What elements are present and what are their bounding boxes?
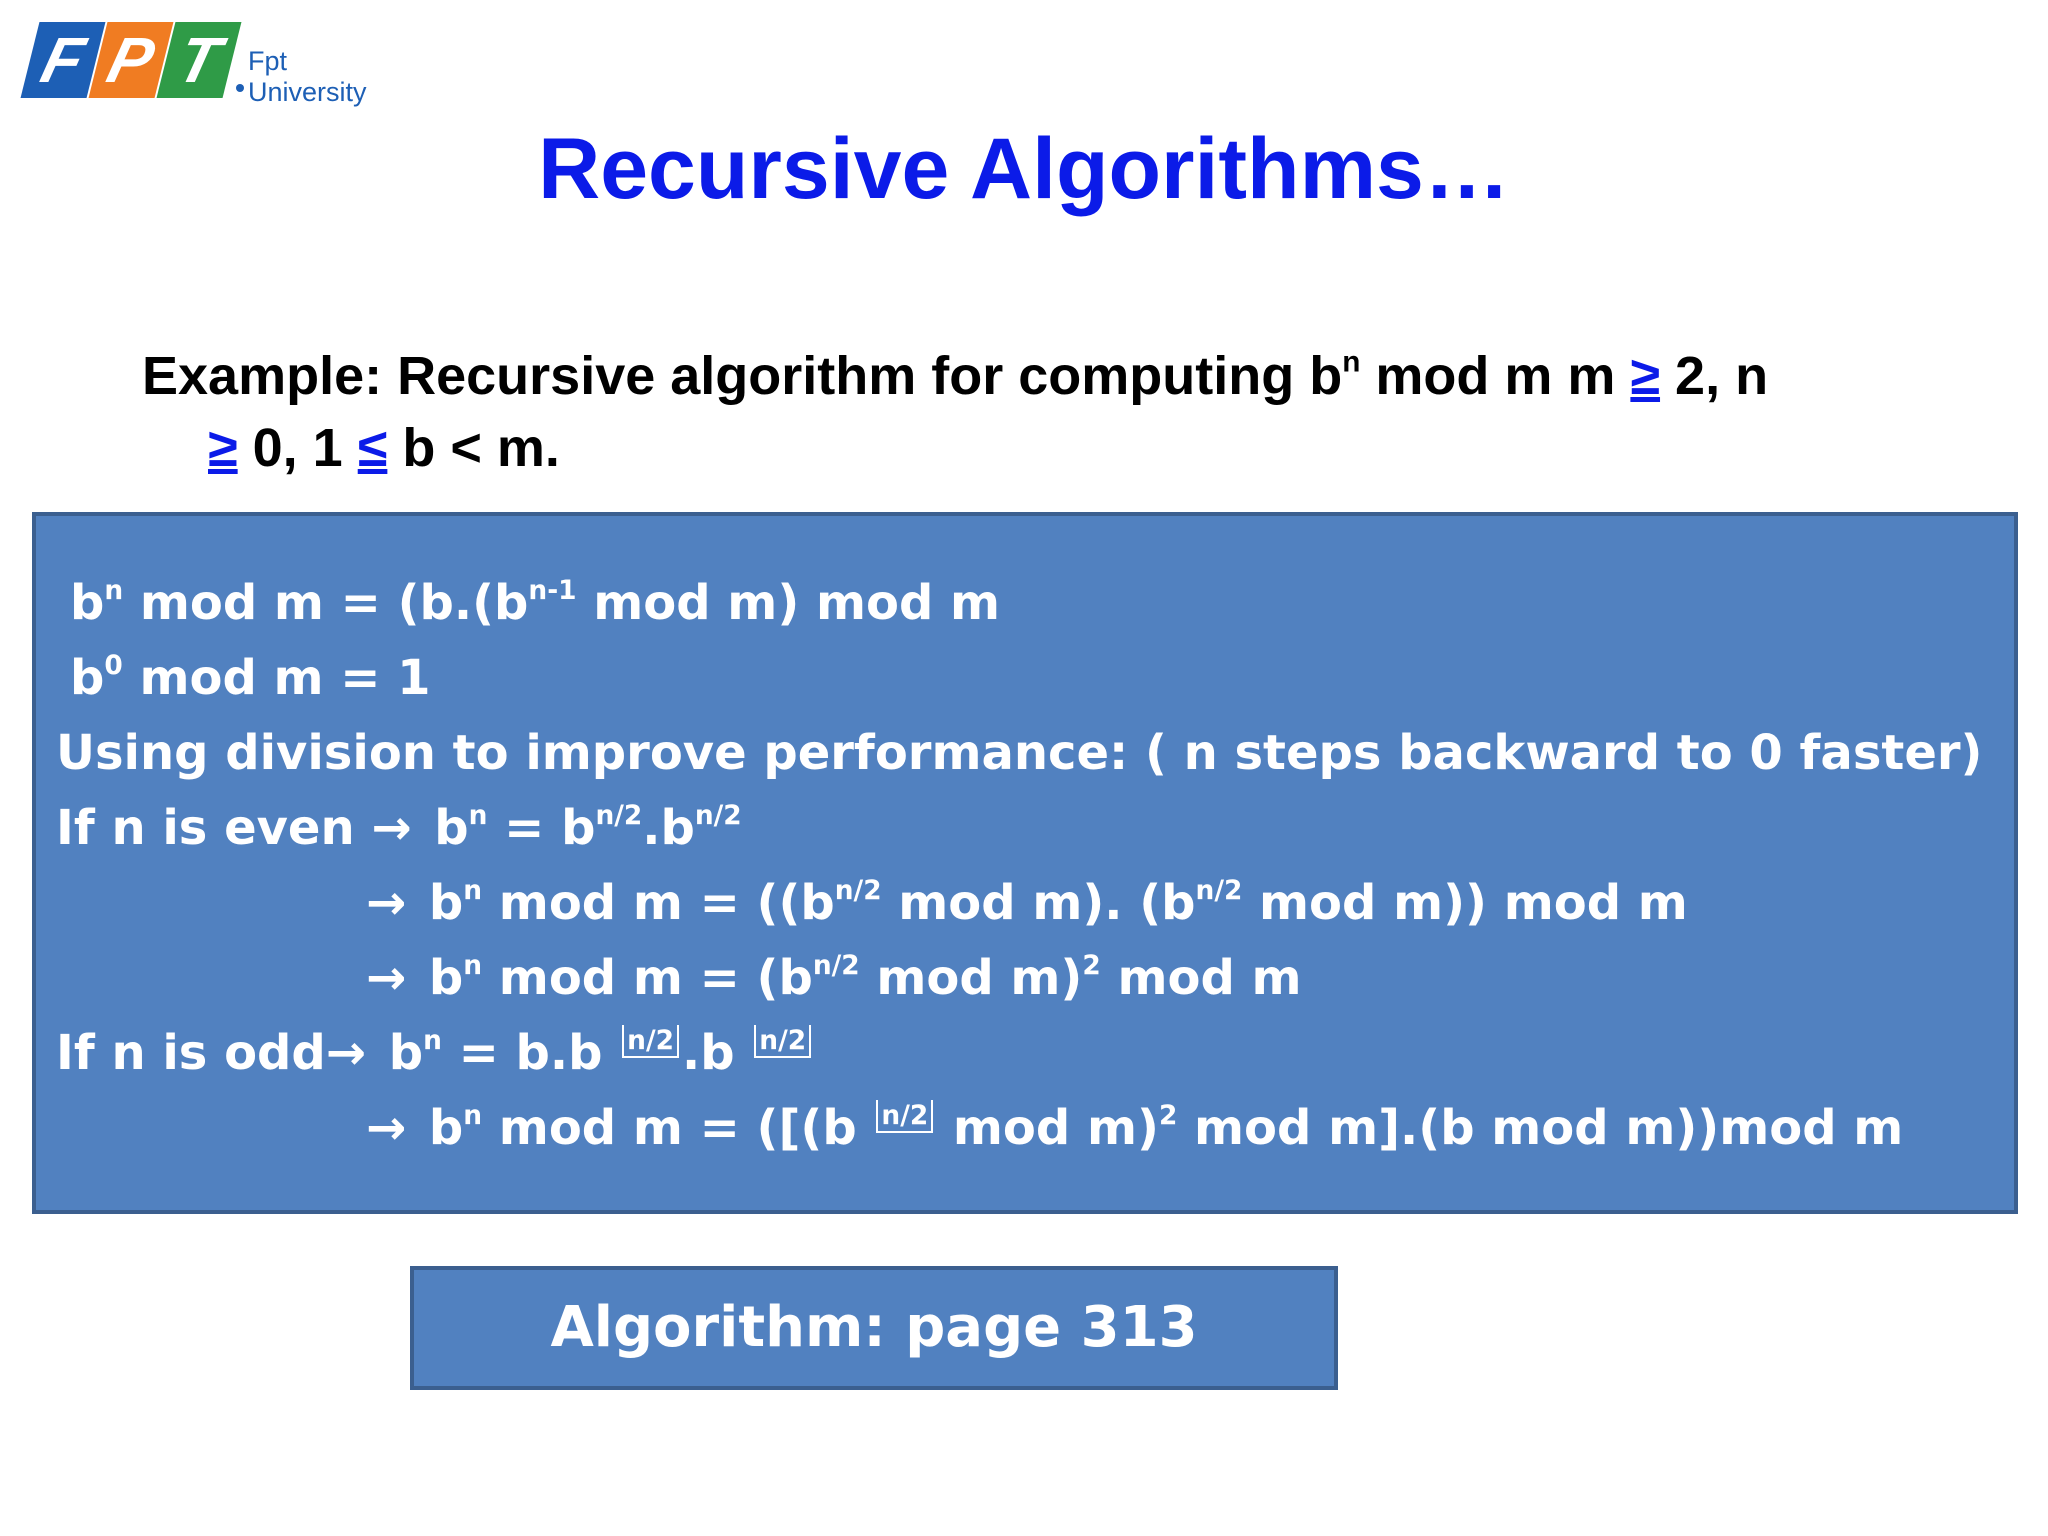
exponent: 2 xyxy=(1082,950,1101,982)
example-text: 0, 1 xyxy=(237,418,358,478)
formula-text: .b xyxy=(642,800,695,856)
formula-text: Using division to improve performance: ( n steps backward to 0 faster) xyxy=(56,725,1983,781)
formula-text: mod m) xyxy=(859,950,1083,1006)
exponent: n/2 xyxy=(812,950,860,982)
algorithm-reference-box: Algorithm: page 313 xyxy=(410,1266,1338,1390)
ge-symbol: ≥ xyxy=(208,418,238,478)
exponent: n/2 xyxy=(834,875,882,907)
formula-text: = b xyxy=(487,800,596,856)
example-text: mod m m xyxy=(1360,346,1631,406)
logo-label: Fpt University xyxy=(248,46,367,107)
logo-letter-t: T xyxy=(157,22,242,98)
formula-text: If n is odd xyxy=(56,1025,326,1081)
formula-text: mod m = (b.(b xyxy=(123,575,529,631)
right-arrow-icon: → xyxy=(371,800,412,856)
formula-text: .b xyxy=(681,1025,752,1081)
right-arrow-icon: → xyxy=(366,875,407,931)
formula-row-2 xyxy=(36,641,2014,716)
exponent: 2 xyxy=(1158,1100,1178,1132)
right-arrow-icon: → xyxy=(366,950,407,1006)
exponent: n xyxy=(104,575,124,607)
exponent: n xyxy=(1342,345,1361,379)
formula-row-7 xyxy=(36,1016,2014,1091)
logo-letter-p: P xyxy=(89,22,174,98)
formula-text: b xyxy=(417,800,469,856)
formula-row-1 xyxy=(36,566,2014,641)
formula-box xyxy=(32,512,2018,1214)
formula-text: b xyxy=(412,875,464,931)
floor-exponent: n/2 xyxy=(876,1100,933,1133)
exponent: 0 xyxy=(104,650,123,682)
exponent: n xyxy=(468,800,488,832)
formula-row-3 xyxy=(36,716,2014,791)
formula-text: b xyxy=(70,650,105,706)
formula-text: mod m = (b xyxy=(482,950,813,1006)
floor-exponent: n/2 xyxy=(622,1025,679,1058)
logo-letter-f: F xyxy=(21,22,106,98)
logo-dot xyxy=(236,84,244,92)
formula-text: b xyxy=(412,1100,464,1156)
formula-row-6 xyxy=(36,941,2014,1016)
formula-text: mod m = 1 xyxy=(122,650,431,706)
floor-exponent: n/2 xyxy=(754,1025,811,1058)
formula-text: mod m)) mod m xyxy=(1242,875,1688,931)
example-statement xyxy=(142,340,1962,484)
formula-row-8 xyxy=(36,1091,2014,1166)
formula-text: mod m xyxy=(1100,950,1302,1006)
formula-text: mod m = ((b xyxy=(482,875,835,931)
formula-text: = b.b xyxy=(441,1025,620,1081)
example-text: 2, n xyxy=(1660,346,1769,406)
formula-row-5 xyxy=(36,866,2014,941)
formula-text: mod m].(b mod m))mod m xyxy=(1177,1100,1904,1156)
formula-text: b xyxy=(70,575,105,631)
formula-text: mod m) mod m xyxy=(576,575,1001,631)
exponent: n/2 xyxy=(1195,875,1243,907)
ge-symbol: ≥ xyxy=(1630,346,1661,406)
slide-title: Recursive Algorithms… xyxy=(538,121,1510,217)
formula-text: If n is even xyxy=(56,800,372,856)
exponent: n/2 xyxy=(595,800,643,832)
formula-text: mod m). (b xyxy=(881,875,1196,931)
example-text: Example: Recursive algorithm for computing b xyxy=(142,346,1343,406)
example-text: b < m. xyxy=(387,418,560,478)
right-arrow-icon: → xyxy=(325,1025,366,1081)
le-symbol: ≤ xyxy=(357,418,388,478)
formula-text: b xyxy=(371,1025,424,1081)
exponent: n xyxy=(463,1100,483,1132)
exponent: n xyxy=(463,950,483,982)
formula-text: b xyxy=(412,950,464,1006)
example-line-2 xyxy=(142,412,1962,484)
formula-text: mod m = ([(b xyxy=(482,1100,874,1156)
formula-row-4 xyxy=(36,791,2014,866)
exponent: n xyxy=(423,1025,442,1057)
exponent: n xyxy=(463,875,483,907)
right-arrow-icon: → xyxy=(366,1100,407,1156)
exponent: n-1 xyxy=(528,575,577,607)
exponent: n/2 xyxy=(694,800,742,832)
fpt-university-logo xyxy=(26,16,366,108)
formula-text: mod m) xyxy=(936,1100,1159,1156)
